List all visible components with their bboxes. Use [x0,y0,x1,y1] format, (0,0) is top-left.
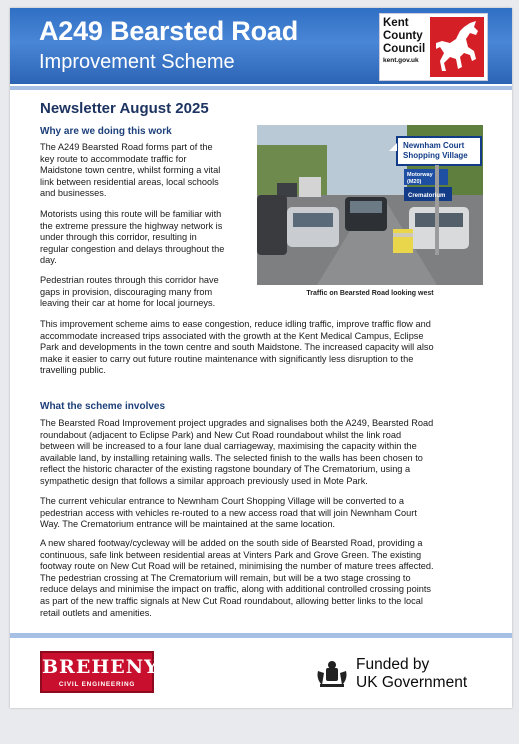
sign-text-crematorium: Crematorium [408,193,446,199]
text-line: and businesses. [40,188,107,199]
text-line: continuous, safe link between residential areas at Vinters Park and Grove Green. The existing [40,549,422,560]
text-line: Way. The Crematorium entrance will be maintained at the same location. [40,519,335,530]
header-banner [10,8,512,84]
text-line: between will be increased to a four lane dual carriageway, maximising the capacity within the [40,441,417,452]
scheme-subtitle: Improvement Scheme [39,51,235,73]
text-line: key route to accommodate traffic for [40,153,187,164]
text-line: The A249 Bearsted Road forms part of the [40,142,213,152]
paragraph-pedestrian [40,275,219,310]
text-line: link between residential areas, local schools [40,176,219,187]
paragraph-vehicular-entrance [40,496,417,531]
funded-by-uk-government [356,656,467,691]
breheny-logo-name: BREHENY [42,656,159,678]
paragraph-project-upgrades [40,418,433,488]
footer-divider [10,633,512,638]
sign-text-shopping: Shopping Village [403,151,468,160]
white-horse-of-kent-icon [430,17,484,77]
newsletter-page [10,8,512,708]
text-line: retail outlets and amenities. [40,607,152,618]
sign-text-m20: (M20) [407,179,422,185]
text-line: gaps in provision, discouraging many from [40,286,213,297]
royal-coat-of-arms-icon [314,659,350,689]
text-line: leaving their car at home for local journeys. [40,298,216,309]
text-line: A new shared footway/cycleway will be added on the south side of Bearsted Road, providing a [40,538,423,548]
text-line: pedestrian access with vehicles re-routed to a new access road that will join Newnham Court [40,507,417,518]
header-divider [10,86,512,90]
text-line: make it easier to carry out future routine maintenance with significantly less disruption to the [40,353,414,364]
text-line: travelling public. [40,365,106,376]
text-line: regular congestion and delays throughout the [40,243,225,254]
text-line: The pedestrian crossing at The Crematorium will remain, but will be a two stage crossing to [40,572,411,583]
kcc-logo-line1: Kent [383,17,409,29]
kcc-logo-line2: County [383,30,423,42]
breheny-logo-subtitle: CIVIL ENGINEERING [58,681,136,688]
scheme-title: A249 Bearsted Road [39,16,299,46]
section-heading-why: Why are we doing this work [40,126,172,137]
text-line: day. [40,255,57,266]
text-line: the extreme pressure the highway network is [40,220,223,231]
text-line: reflect the historic character of the existing ragstone boundary of The Crematorium, using a [40,464,411,475]
text-line: Pedestrian routes through this corridor have [40,275,219,285]
text-line: This improvement scheme aims to ease congestion, reduce idling traffic, improve traffic flow and [40,319,431,329]
text-line: Motorists using this route will be familiar with [40,209,222,219]
text-line: Maidstone town centre, whilst forming a vital [40,165,221,176]
kcc-logo-line3: Council [383,43,426,55]
text-line: accommodate increased trips associated with the growth at the Kent Medical Campus, Eclipse [40,330,424,341]
kcc-logo-text [383,17,429,66]
text-line: The current vehicular entrance to Newnham Court Shopping Village will be converted to a [40,496,404,506]
paragraph-key-route [40,142,220,200]
traffic-photo [257,125,483,285]
paragraph-scheme-aims [40,319,434,377]
text-line: under through this corridor, resulting in [40,232,197,243]
section-heading-what: What the scheme involves [40,401,166,412]
sign-text-newnham: Newnham Court [403,141,465,150]
text-line: reduce delays and minimise the impact on traffic, along with additional controlled crossing points [40,584,432,595]
kcc-logo-url: kent.gov.uk [383,57,419,64]
text-line: roundabout (adjacent to Eclipse Park) and New Cut Road roundabout whilst the link road [40,429,402,440]
text-line: available land, by installing retaining walls. The selected finish to the walls has been chosen to [40,452,423,463]
paragraph-footway-cycleway [40,538,434,619]
newsletter-title: Newsletter August 2025 [40,100,209,117]
text-line: footway route on New Cut Road will be retained, minimising the number of mature trees affected. [40,561,434,572]
text-line: The Bearsted Road Improvement project upgrades and signalises both the A249, Bearsted Road [40,418,434,428]
text-line: Park and developments in the town centre and south Maidstone. The increased capacity will also [40,342,434,353]
text-line: sympathetic design that follows a similar approach previously used in Mote Park. [40,475,368,486]
breheny-logo [40,651,159,693]
funded-line1: Funded by [356,656,430,673]
funded-line2: UK Government [356,673,468,691]
photo-caption: Traffic on Bearsted Road looking west [306,290,434,297]
sign-text-motorway: Motorway [407,172,433,178]
text-line: as part of the new traffic signals at New Cut Road roundabout, allowing better links to the local [40,595,423,606]
kent-county-council-logo [379,13,488,81]
paragraph-congestion [40,209,224,267]
